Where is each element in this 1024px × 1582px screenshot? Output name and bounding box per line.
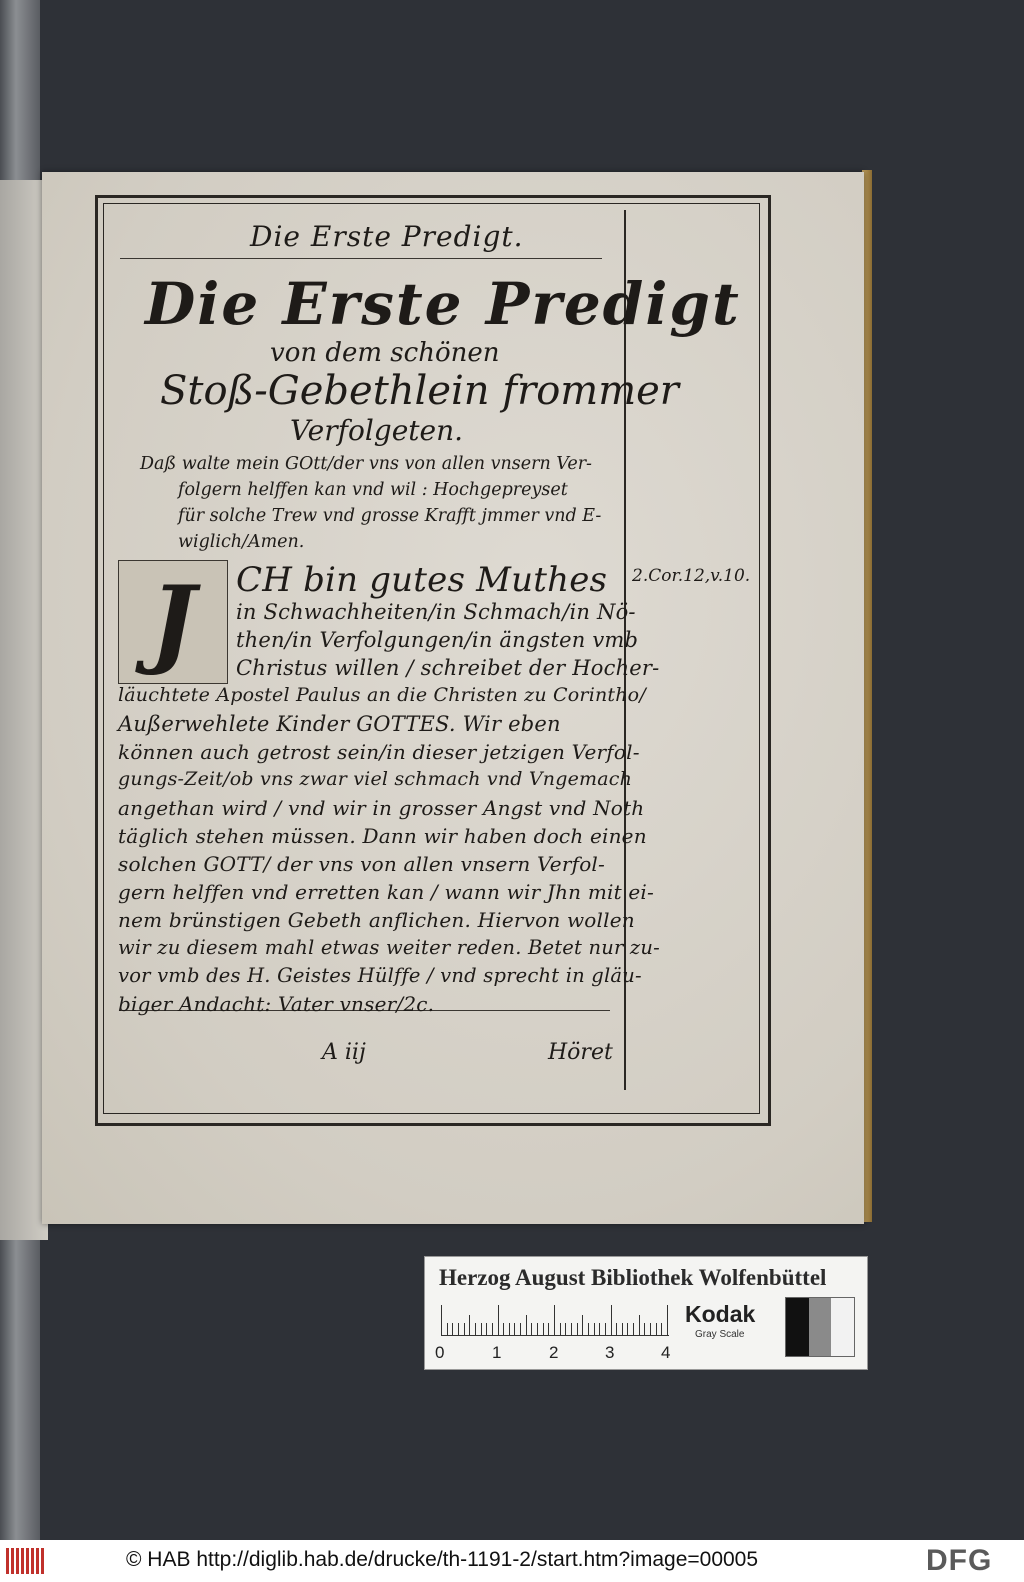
ruler-tick [571, 1323, 572, 1335]
ruler-tick [475, 1323, 476, 1335]
body-line: in Schwachheiten/in Schmach/in Nö- [236, 600, 636, 624]
verse-line: folgern helffen kan vnd wil : Hochgepreyset [178, 480, 568, 500]
measuring-ruler [441, 1303, 669, 1336]
ruler-tick [452, 1323, 453, 1335]
verse-line: wiglich/Amen. [178, 532, 305, 552]
ruler-tick [548, 1323, 549, 1335]
body-line: Außerwehlete Kinder GOTTES. Wir eben [118, 712, 561, 736]
signature-mark: A iij [322, 1040, 366, 1065]
ruler-tick [531, 1323, 532, 1335]
ruler-tick [537, 1323, 538, 1335]
ruler-tick [554, 1305, 555, 1335]
kodak-brand: Kodak [685, 1301, 756, 1327]
body-line: nem brünstigen Gebeth anflichen. Hiervon wollen [118, 908, 635, 932]
ruler-number: 4 [661, 1343, 671, 1362]
ruler-tick [661, 1323, 662, 1335]
swatch-gray [809, 1298, 832, 1356]
ruler-number: 1 [492, 1343, 502, 1362]
ruler-tick [565, 1323, 566, 1335]
footer-bar [0, 1540, 1024, 1582]
body-line: solchen GOTT/ der vns von allen vnsern Verfol- [118, 852, 605, 876]
ruler-tick [469, 1315, 470, 1335]
running-head: Die Erste Predigt. [250, 220, 524, 253]
ruler-number: 0 [435, 1343, 445, 1362]
ruler-tick [611, 1305, 612, 1335]
ruler-tick [447, 1323, 448, 1335]
ruler-tick [605, 1323, 606, 1335]
verse-line: Daß walte mein GOtt/der vns von allen vnsern Ver- [140, 454, 592, 474]
ruler-tick [560, 1323, 561, 1335]
ruler-number: 3 [605, 1343, 615, 1362]
ruler-tick [526, 1315, 527, 1335]
ruler-tick [599, 1323, 600, 1335]
ruler-tick [514, 1323, 515, 1335]
ruler-tick [486, 1323, 487, 1335]
color-reference-card [424, 1256, 868, 1370]
ruler-tick [481, 1323, 482, 1335]
ruler-tick [656, 1323, 657, 1335]
ruler-tick [492, 1323, 493, 1335]
ruler-tick [588, 1323, 589, 1335]
gray-scale-swatches [785, 1297, 855, 1357]
ruler-tick [667, 1305, 668, 1335]
ruler-tick [650, 1323, 651, 1335]
hab-logo-icon [6, 1548, 46, 1574]
ruler-number: 2 [549, 1343, 559, 1362]
dfg-logo: DFG [926, 1544, 993, 1577]
ruler-tick [543, 1323, 544, 1335]
subtitle-line-3: Verfolgeten. [290, 414, 464, 447]
decorated-initial [118, 560, 228, 684]
body-line: können auch getrost sein/in dieser jetzigen Verfol- [118, 740, 640, 764]
body-line: wir zu diesem mahl etwas weiter reden. Betet nur zu- [118, 936, 660, 959]
subtitle-line-2: Stoß-Gebethlein frommer [160, 368, 679, 414]
body-line: läuchtete Apostel Paulus an die Christen zu Corintho/ [118, 684, 646, 706]
ruler-tick [509, 1323, 510, 1335]
ruler-tick [503, 1323, 504, 1335]
ruler-tick [520, 1323, 521, 1335]
body-line: gungs-Zeit/ob vns zwar viel schmach vnd Vngemach [118, 768, 633, 790]
ruler-tick [644, 1323, 645, 1335]
ruler-tick [577, 1323, 578, 1335]
body-line: CH bin gutes Muthes [236, 560, 608, 600]
swatch-white [831, 1298, 854, 1356]
body-line: biger Andacht: Vater vnser/2c. [118, 992, 435, 1016]
ruler-tick [616, 1323, 617, 1335]
body-line: vor vmb des H. Geistes Hülffe / vnd sprecht in gläu- [118, 964, 642, 987]
ruler-tick [594, 1323, 595, 1335]
body-line: Christus willen / schreibet der Hocher- [236, 656, 660, 680]
ruler-tick [458, 1323, 459, 1335]
drop-cap-letter: J [150, 565, 196, 678]
body-line: then/in Verfolgungen/in ängsten vmb [236, 628, 639, 652]
subtitle-line-1: von dem schönen [270, 338, 500, 368]
page-title: Die Erste Predigt [145, 270, 741, 338]
body-line: angethan wird / vnd wir in grosser Angst vnd Noth [118, 796, 645, 820]
ruler-tick [441, 1305, 442, 1335]
previous-page-edge [0, 180, 48, 1240]
gray-scale-label: Gray Scale [695, 1329, 745, 1340]
body-line: gern helffen vnd erretten kan / wann wir Jhn mit ei- [118, 880, 654, 904]
marginal-note: 2.Cor.12,v.10. [632, 566, 751, 586]
ruler-tick [582, 1315, 583, 1335]
ruler-tick [633, 1323, 634, 1335]
verse-line: für solche Trew vnd grosse Krafft jmmer vnd E- [178, 506, 602, 526]
swatch-black [786, 1298, 809, 1356]
ruler-tick [498, 1305, 499, 1335]
header-rule [120, 258, 602, 259]
footer-credit: © HAB http://diglib.hab.de/drucke/th-1191-2/start.htm?image=00005 [126, 1548, 759, 1571]
card-title: Herzog August Bibliothek Wolfenbüttel [439, 1265, 827, 1290]
catchword: Höret [548, 1040, 613, 1065]
ruler-tick [622, 1323, 623, 1335]
ruler-tick [627, 1323, 628, 1335]
ruler-tick [639, 1315, 640, 1335]
body-line: täglich stehen müssen. Dann wir haben doch einen [118, 824, 647, 848]
ruler-tick [464, 1323, 465, 1335]
